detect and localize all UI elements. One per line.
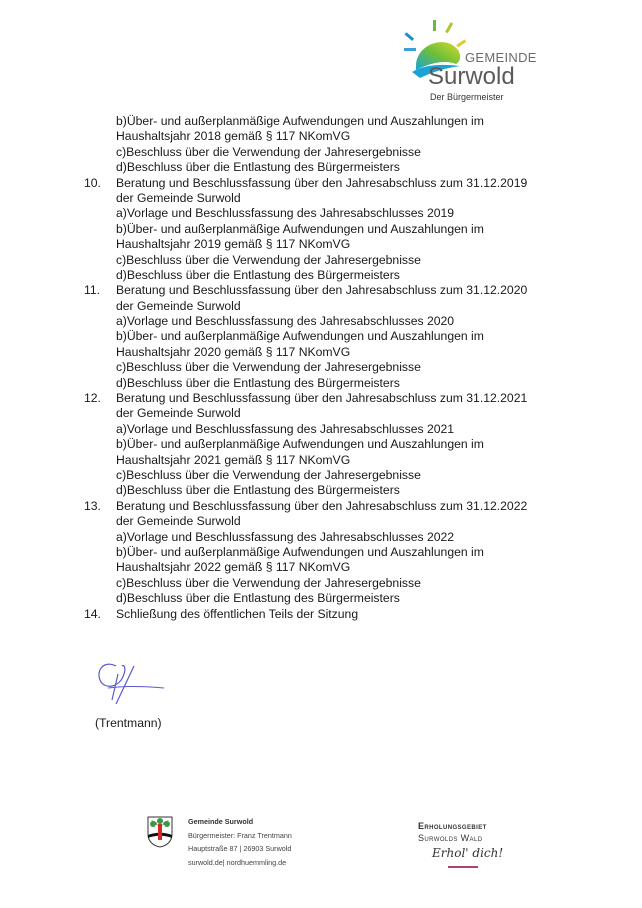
agenda-subitem [84, 376, 604, 391]
agenda-subitem [84, 406, 604, 421]
agenda-text: Schließung des öffentlichen Teils der Sitzung [116, 606, 359, 621]
agenda-text: Haushaltsjahr 2019 gemäß § 117 NKomVG [116, 237, 351, 252]
agenda-text: a)Vorlage und Beschlussfassung des Jahresabschlusses 2019 [116, 206, 455, 221]
agenda-item [84, 391, 604, 406]
agenda-subitem [84, 222, 604, 237]
agenda-subitem [84, 314, 604, 329]
agenda-subitem [84, 591, 604, 606]
agenda-text: d)Beschluss über die Entlastung des Bürgermeisters [116, 591, 400, 606]
agenda-subitem [84, 483, 604, 498]
agenda-text: c)Beschluss über die Verwendung der Jahresergebnisse [116, 144, 421, 159]
signature-icon [94, 660, 174, 710]
agenda-text: Beratung und Beschlussfassung über den Jahresabschluss zum 31.12.2021 [116, 391, 528, 406]
agenda-text: Haushaltsjahr 2022 gemäß § 117 NKomVG [116, 560, 351, 575]
logo-subtitle: Der Bürgermeister [430, 92, 504, 102]
agenda-subitem [84, 530, 604, 545]
agenda-subitem [84, 437, 604, 452]
agenda-text: b)Über- und außerplanmäßige Aufwendungen und Auszahlungen im [116, 114, 484, 128]
agenda-subitem [84, 468, 604, 483]
agenda-subitem [84, 514, 604, 529]
agenda-text: der Gemeinde Surwold [116, 514, 241, 529]
agenda-subitem [84, 237, 604, 252]
agenda-text: Beratung und Beschlussfassung über den Jahresabschluss zum 31.12.2020 [116, 283, 528, 298]
agenda-subitem [84, 576, 604, 591]
agenda-text: c)Beschluss über die Verwendung der Jahresergebnisse [116, 360, 421, 375]
agenda-subitem [84, 422, 604, 437]
agenda-subitem [84, 453, 604, 468]
agenda-text: der Gemeinde Surwold [116, 406, 241, 421]
slogan: Erhol' dich! [432, 846, 504, 860]
agenda-subitem [84, 545, 604, 560]
agenda-text: Haushaltsjahr 2021 gemäß § 117 NKomVG [116, 452, 351, 467]
agenda-text: a)Vorlage und Beschlussfassung des Jahresabschlusses 2020 [116, 314, 455, 329]
agenda-subitem [84, 129, 604, 144]
agenda-text: d)Beschluss über die Entlastung des Bürgermeisters [116, 375, 400, 390]
agenda-subitem [84, 329, 604, 344]
agenda-text: c)Beschluss über die Verwendung der Jahresergebnisse [116, 575, 421, 590]
footer-mayor: Bürgermeister: Franz Trentmann [188, 830, 292, 840]
agenda-subitem [84, 345, 604, 360]
agenda-text: der Gemeinde Surwold [116, 298, 241, 313]
agenda-text: b)Über- und außerplanmäßige Aufwendungen und Auszahlungen im [116, 221, 484, 236]
footer-contact [188, 815, 292, 869]
agenda-text: d)Beschluss über die Entlastung des Bürgermeisters [116, 483, 400, 498]
agenda-number: 11. [84, 283, 101, 298]
agenda-item [84, 607, 604, 622]
slogan-underline [448, 866, 478, 868]
footer-org: Gemeinde Surwold [188, 817, 254, 826]
signatory-name: (Trentmann) [95, 716, 162, 730]
agenda-list [84, 114, 604, 622]
agenda-text: b)Über- und außerplanmäßige Aufwendungen und Auszahlungen im [116, 437, 484, 452]
agenda-subitem [84, 145, 604, 160]
agenda-subitem [84, 206, 604, 221]
agenda-text: c)Beschluss über die Verwendung der Jahresergebnisse [116, 467, 421, 482]
agenda-subitem [84, 253, 604, 268]
region-logo [418, 820, 487, 844]
agenda-subitem [84, 114, 604, 129]
region-line2: Surwolds Wald [418, 833, 483, 843]
agenda-text: Beratung und Beschlussfassung über den Jahresabschluss zum 31.12.2019 [116, 175, 528, 190]
agenda-subitem [84, 160, 604, 175]
agenda-subitem [84, 560, 604, 575]
agenda-number: 10. [84, 175, 101, 190]
agenda-text: Haushaltsjahr 2020 gemäß § 117 NKomVG [116, 344, 351, 359]
agenda-subitem [84, 360, 604, 375]
agenda-number: 13. [84, 498, 101, 513]
agenda-subitem [84, 268, 604, 283]
logo-surwold-text: Surwold [428, 63, 515, 90]
agenda-item [84, 283, 604, 298]
footer-address: Hauptstraße 87 | 26903 Surwold [188, 844, 292, 853]
agenda-text: b)Über- und außerplanmäßige Aufwendungen und Auszahlungen im [116, 544, 484, 559]
agenda-text: b)Über- und außerplanmäßige Aufwendungen und Auszahlungen im [116, 329, 484, 344]
region-line1: Erholungsgebiet [418, 821, 487, 831]
coat-of-arms-icon [147, 816, 173, 848]
logo-gemeinde-text: GEMEINDE [465, 50, 537, 65]
agenda-subitem [84, 299, 604, 314]
agenda-text: d)Beschluss über die Entlastung des Bürgermeisters [116, 267, 400, 282]
agenda-item [84, 499, 604, 514]
agenda-text: a)Vorlage und Beschlussfassung des Jahresabschlusses 2021 [116, 421, 455, 436]
agenda-text: a)Vorlage und Beschlussfassung des Jahresabschlusses 2022 [116, 529, 455, 544]
agenda-text: der Gemeinde Surwold [116, 190, 241, 205]
agenda-number: 14. [84, 606, 101, 621]
agenda-item [84, 176, 604, 191]
agenda-text: c)Beschluss über die Verwendung der Jahresergebnisse [116, 252, 421, 267]
agenda-text: Haushaltsjahr 2018 gemäß § 117 NKomVG [116, 129, 351, 144]
agenda-subitem [84, 191, 604, 206]
agenda-text: d)Beschluss über die Entlastung des Bürgermeisters [116, 160, 400, 175]
footer-web: surwold.de| nordhuemmling.de [188, 857, 287, 867]
agenda-number: 12. [84, 391, 101, 406]
agenda-text: Beratung und Beschlussfassung über den Jahresabschluss zum 31.12.2022 [116, 498, 528, 513]
